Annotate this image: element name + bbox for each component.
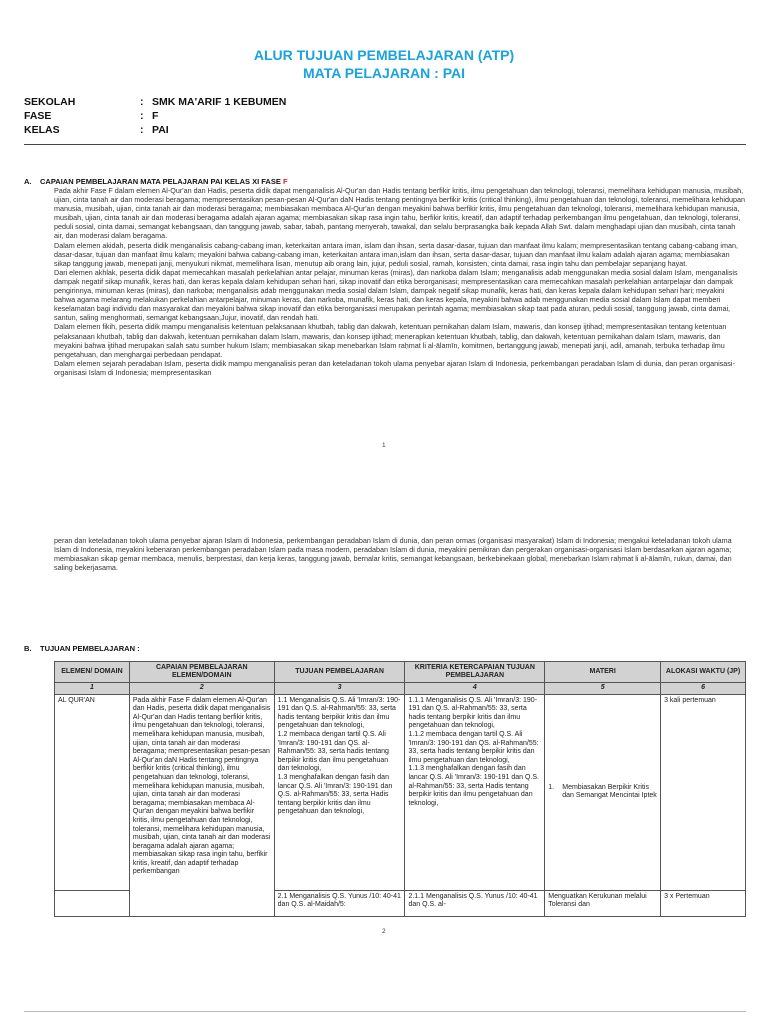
section-a-continuation: peran dan keteladanan tokoh ulama penyebar ajaran Islam di Indonesia, perkembangan peradaban Islam di dunia, dan peran ormas (organisasi masyarakat) Islam di Indonesia; mengakui keteladanan tokoh ulama Islam di Indonesia, meyakini kebenaran perkembangan peradaban Islam pada masa modern, peradaban Islam di dunia, meyakini pemikiran dan pergerakan organisasi-organisasi Islam berdasarkan ajaran agama; membiasakan sikap gemar membaca, menulis, berprestasi, dan kerja keras, tanggung jawab, bernalar kritis, semangat kebangsaan, berkebinekaan global, menebarkan Islam raḥmat li al-ālamīn, rukun, damai, dan saling bekerjasama. [54,536,732,573]
cell-materi: Menguatkan Kerukunan melalui Toleransi dan [545,890,661,916]
header-materi: MATERI [545,662,661,683]
cell-tujuan: 2.1 Menganalisis Q.S. Yunus /10: 40-41 dan Q.S. al-Maidah/5: [274,890,405,916]
info-value: F [152,110,159,122]
header-tujuan: TUJUAN PEMBELAJARAN [274,662,405,683]
paragraph-quran: Pada akhir Fase F dalam elemen Al-Qur'an dan Hadis, peserta didik dapat menganalisis Al-Qur'an dan Hadis tentang berfikir kritis, ilmu pengetahuan dan teknologi, toleransi, memelihara kehidupan manusia, musibah, ujian, cinta tanah air dan moderasi beragama; mempresentasikan pesan-pesan Al-Qur'an daN Hadis tentang pentingnya berfikir kritis (critical thinking), ilmu pengetahuan dan teknologi, toleransi, memelihara kehidupan manusia, musibah, ujian, cinta tanah air dan moderasi beragama; membiasakan membaca Al-Qur'an dengan meyakini bahwa berfikir kritis, ilmu pengetahuan dan teknologi, toleransi, memelihara kehidupan manusia, musibah, ujian, cinta tanah air dan moderasi beragama adalah ajaran agama; membiasakan sikap rasa ingin tahu, berfikir kritis, kreatif, dan adaptif terhadap perkembangan ilmu pengetahuan, dan teknologi, toleransi, peduli sosial, cinta damai, semangat kebangsaan, dan tanggung jawab, sabar, tabah, pantang menyerah, tawakal, dan selalu berprasangka baik kepada Allah Swt. dalam menghadapi ujian dan musibah, cinta tanah air, dan moderasi dalam beragama. [54,186,745,241]
cell-kriteria: 1.1.1 Menganalisis Q.S. Ali 'Imran/3: 190-191 dan Q.S. al-Rahman/55: 33, serta hadis tentang berpikir kritis dan ilmu pengetahuan dan teknologi, 1.1.2 membaca dengan tartil Q.S. Ali 'Imran/3: 190-191 dan QS. al-Rahman/55: 33, serta hadis tentang berpikir kritis dan ilmu pengetahuan dan teknologi, 1.1.3 menghafalkan dengan fasih dan lancar Q.S. Ali 'Imran/3: 190-191 dan Q.S. al-Rahman/55: 33, serta Hadis tentang berpikir kritis dan ilmu pengetahuan dan teknologi, [405,694,545,890]
tujuan-pembelajaran-table [54,661,746,917]
info-label: FASE [24,110,52,122]
page-number-1: 1 [382,442,386,449]
cell-capaian: Pada akhir Fase F dalam elemen Al-Qur'an dan Hadis, peserta didik dapat menganalisis Al-Qur'an dan Hadis tentang berfikir kritis, ilmu pengetahuan dan teknologi, toleransi, memelihara kehidupan manusia, musibah, ujian, cinta tanah air dan moderasi beragama; mempresentasikan pesan-pesan Al-Qur'an daN Hadis tentang pentingnya berfikir kritis (critical thinking), ilmu pengetahuan dan teknologi, toleransi, memelihara kehidupan manusia, musibah, ujian, cinta tanah air dan moderasi beragama; membiasakan membaca Al-Qur'an dengan meyakini bahwa berfikir kritis, ilmu pengetahuan dan teknologi, toleransi, memelihara kehidupan manusia, musibah, ujian, cinta tanah air dan moderasi beragama adalah ajaran agama; membiasakan sikap rasa ingin tahu, berfikir kritis, kreatif, dan adaptif terhadap perkembangan [129,694,274,916]
info-value: PAI [152,124,169,136]
cell-alokasi: 3 x Pertemuan [661,890,746,916]
info-row-fase: FASE : F [24,110,159,122]
divider [24,144,746,145]
cell-tujuan: 1.1 Menganalisis Q.S. Ali 'Imran/3: 190-191 dan Q.S. al-Rahman/55: 33, serta hadis tentang berpikir kritis dan ilmu pengetahuan dan teknologi, 1.2 membaca dengan tartil Q.S. Ali 'Imran/3: 190-191 dan QS. al-Rahman/55: 33, serta hadis tentang berpikir kritis dan ilmu pengetahuan dan teknologi, 1.3 menghafalkan dengan fasih dan lancar Q.S. Ali 'Imran/3: 190-191 dan Q.S. al-Rahman/55: 33, serta Hadis tentang berpikir kritis dan ilmu pengetahuan dan teknologi, [274,694,405,890]
document-subtitle: MATA PELAJARAN : PAI [302,65,466,81]
cell-alokasi: 3 kali pertemuan [661,694,746,890]
info-value: SMK MA'ARIF 1 KEBUMEN [152,96,287,108]
info-label: SEKOLAH [24,96,76,108]
section-a-heading: A. CAPAIAN PEMBELAJARAN MATA PELAJARAN PAI KELAS XI FASE F [24,177,288,186]
cell-elemen [55,890,130,916]
cell-elemen: AL QUR'AN [55,694,130,890]
paragraph-akhlak: Dari elemen akhlak, peserta didik dapat memecahkan masalah perkelahian antar pelajar, minuman keras (miras), dan narkoba dalam Islam; menganalisis adab menggunakan media sosial dalam Islam, menganalisis dampak negatif sikap munafik, keras hati, dan keras kepala dalam kehidupan sehari hari, sikap inovatif dan etika berorganisasi; mempresentasikan cara memecahkan masalah perkelahian antarpelajar dan dampak pengirinnya, minuman keras (miras), dan narkoba; menganalisis adab menggunakan media sosial dalam Islam, dampak negatif sikap munafik, keras hati, dan keras kepala dalam kehidupan sehari hari; meyakini bahwa agama melarang melakukan perkelahian antarpelajar, minuman keras, dan narkoba, munafik, keras hati, dan keras kepala, meyakini bahwa adab menggunakan media sosial dalam Islam dapat memberi keselamatan bagi individu dan masyarakat dan meyakini bahwa sikap inovatif dan etika berorganisasi merupakan perintah agama; membiasakan sikap taat pada aturan, peduli sosial, tanggung jawab, cinta damai, santun, saling menghormati, semangat kebangsaan,Jujur, inovatif, dan rendah hati. [54,267,738,323]
header-alokasi: ALOKASI WAKTU (JP) [661,662,746,683]
cell-materi: 1. Membiasakan Berpikir Kritis dan Semangat Mencintai Iptek [545,694,661,890]
column-number-row: 1 2 3 4 5 6 [55,683,746,695]
info-label: KELAS [24,124,60,136]
table-header-row [55,662,746,683]
header-kriteria: KRITERIA KETERCAPAIAN TUJUAN PEMBELAJARAN [405,662,545,683]
document-title: ALUR TUJUAN PEMBELAJARAN (ATP) [253,47,515,63]
paragraph-fikih: Dalam elemen fikih, peserta didik mampu menganalisis ketentuan pelaksanaan khutbah, tablig dan dakwah, ketentuan pernikahan dalam Islam, mawaris, dan konsep ijtihad; mempresentasikan tentang ketentuan pelaksanaan khutbah, tablig dan dakwah, ketentuan pernikahan dalam Islam, mawaris, dan konsep ijtihad; menerapkan ketentuan khutbah, tablig, dan dakwah, ketentuan pernikahan dalam Islam, mawaris, dan meyakini bahwa ijtihad merupakan salah satu sumber hukum Islam; membiasakan sikap menebarkan Islam raḥmat li al-ālamīn, komitmen, bertanggung jawab, menepati janji, adil, amanah, terbuka terhadap ilmu pengetahuan, dan menghargai perbedaan pendapat. [54,322,727,359]
header-capaian: CAPAIAN PEMBELAJARAN ELEMEN/DOMAIN [129,662,274,683]
page-number-2: 2 [382,928,386,935]
section-b-heading: B. TUJUAN PEMBELAJARAN : [24,644,140,653]
section-a-body [54,186,746,377]
info-row-kelas: KELAS : PAI [24,124,169,136]
table-row [55,694,746,890]
info-row-sekolah: SEKOLAH : SMK MA'ARIF 1 KEBUMEN [24,96,287,108]
paragraph-akidah: Dalam elemen akidah, peserta didik menganalisis cabang-cabang iman, keterkaitan antara iman, islam dan ihsan, serta dasar-dasar, tujuan dan manfaat ilmu kalam; mempresentasikan tentang cabang-cabang iman, dasar-dasar, tujuan dan manfaat ilmu kalam; meyakini bahwa cabang-cabang iman, keterkaitan antara iman,islam dan ihsan, serta dasar-dasar, tujuan dan manfaat ilmu kalam adalah ajaran agama; membiasakan sikap tanggung jawab, menepati janji, menyukuri nikmat, memelihara lisan, menutup aib orang lain, jujur, peduli sosial, ramah, konsisten, cinta damai, rasa ingin tahu dan pembelajar sepanjang hayat. [54,240,738,268]
cell-kriteria: 2.1.1 Menganalisis Q.S. Yunus /10: 40-41 dan Q.S. al- [405,890,545,916]
header-elemen: ELEMEN/ DOMAIN [55,662,130,683]
divider [24,1011,746,1012]
paragraph-sejarah: Dalam elemen sejarah peradaban Islam, peserta didik mampu menganalisis peran dan keteladanan tokoh ulama penyebar ajaran Islam di Indonesia, perkembangan peradaban Islam di dunia, dan peran organisasi-organisasi Islam di Indonesia; mempresentasikan [54,358,735,377]
